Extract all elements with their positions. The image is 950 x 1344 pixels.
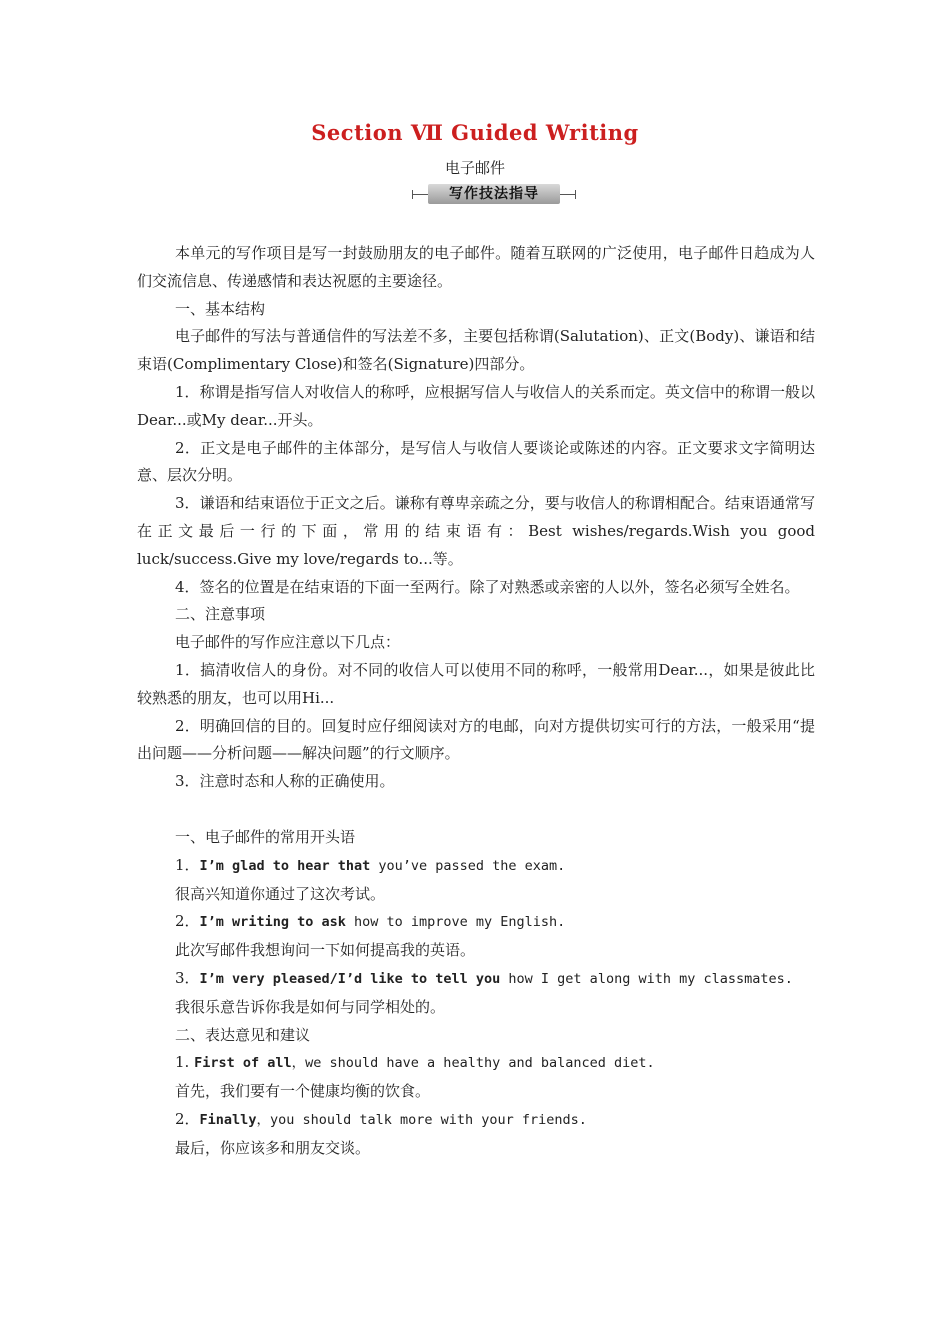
sentence-rest: ，you should talk more with your friends. (256, 1111, 587, 1128)
notes-lead: 电子邮件的写作应注意以下几点： (175, 633, 401, 652)
item-number: 1． (175, 855, 200, 874)
page-title: Section Ⅶ Guided Writing (311, 120, 639, 145)
opening-sentence (137, 908, 815, 937)
opening-translation: 很高兴知道你通过了这次考试。 (175, 884, 386, 903)
structure-item: 4．签名的位置是在结束语的下面一至两行。除了对熟悉或亲密的人以外，签名必须写全姓名。 (175, 577, 800, 596)
notes-item: 3．注意时态和人称的正确使用。 (175, 772, 395, 791)
key-phrase: Finally (199, 1111, 257, 1128)
openings-heading: 一、电子邮件的常用开头语 (175, 827, 356, 846)
key-phrase: First of all (194, 1055, 292, 1072)
item-number: 2． (175, 912, 200, 931)
intro-paragraph: 本单元的写作项目是写一封鼓励朋友的电子邮件。随着互联网的广泛使用，电子邮件日趋成为人们交流信息、传递感情和表达祝愿的主要途径。 (137, 244, 815, 290)
advice-heading: 二、表达意见和建议 (175, 1025, 311, 1044)
notes-item: 2．明确回信的目的。回复时应仔细阅读对方的电邮，向对方提供切实可行的方法，一般采用“提出问题——分析问题——解决问题”的行文顺序。 (137, 716, 815, 763)
banner-rule-right (560, 194, 576, 195)
advice-translation: 最后，你应该多和朋友交谈。 (175, 1138, 371, 1157)
document-body (137, 240, 815, 1163)
key-phrase: I’m very pleased/I’d like to tell you (199, 970, 501, 987)
advice-translation: 首先，我们要有一个健康均衡的饮食。 (175, 1082, 431, 1101)
key-phrase: I’m glad to hear that (199, 857, 371, 874)
structure-item: 2．正文是电子邮件的主体部分，是写信人与收信人要谈论或陈述的内容。正文要求文字简明达意、层次分明。 (137, 438, 815, 485)
structure-item: 1．称谓是指写信人对收信人的称呼，应根据写信人与收信人的关系而定。英文信中的称谓一般以Dear...或My dear...开头。 (137, 382, 815, 429)
structure-heading: 一、基本结构 (175, 299, 266, 318)
sentence-rest: how I get along with my classmates. (500, 970, 793, 987)
opening-translation: 此次写邮件我想询问一下如何提高我的英语。 (175, 941, 476, 960)
opening-sentence (137, 965, 815, 994)
opening-sentence (137, 852, 815, 881)
banner-rule-left (412, 194, 428, 195)
section-gap (137, 796, 815, 824)
item-number: 2． (175, 1109, 200, 1128)
item-number: 1. (175, 1053, 195, 1072)
opening-translation: 我很乐意告诉你我是如何与同学相处的。 (175, 997, 446, 1016)
page-subtitle: 电子邮件 (444, 159, 505, 177)
banner-tick-left (412, 190, 413, 199)
sentence-rest: you’ve passed the exam. (370, 857, 566, 874)
notes-heading: 二、注意事项 (175, 605, 266, 624)
sentence-rest: ，we should have a healthy and balanced diet. (291, 1055, 655, 1072)
section-banner (412, 184, 576, 204)
structure-lead: 电子邮件的写法与普通信件的写法差不多，主要包括称谓(Salutation)、正文(Body)、谦语和结束语(Complimentary Close)和签名(Signature)四部分。 (137, 327, 815, 374)
item-number: 3． (175, 968, 200, 987)
advice-sentence (137, 1106, 815, 1135)
banner-label: 写作技法指导 (428, 184, 560, 204)
structure-item: 3．谦语和结束语位于正文之后。谦称有尊卑亲疏之分，要与收信人的称谓相配合。结束语通常写在正文最后一行的下面，常用的结束语有：Best wishes/regards.Wish you good luck/success.Give my love/regards to...等。 (137, 494, 815, 568)
sentence-rest: how to improve my English. (345, 914, 566, 931)
key-phrase: I’m writing to ask (199, 914, 346, 931)
banner-tick-right (575, 190, 576, 199)
notes-item: 1．搞清收信人的身份。对不同的收信人可以使用不同的称呼，一般常用Dear...，如果是彼此比较熟悉的朋友，也可以用Hi... (137, 660, 815, 707)
advice-sentence (137, 1049, 815, 1078)
